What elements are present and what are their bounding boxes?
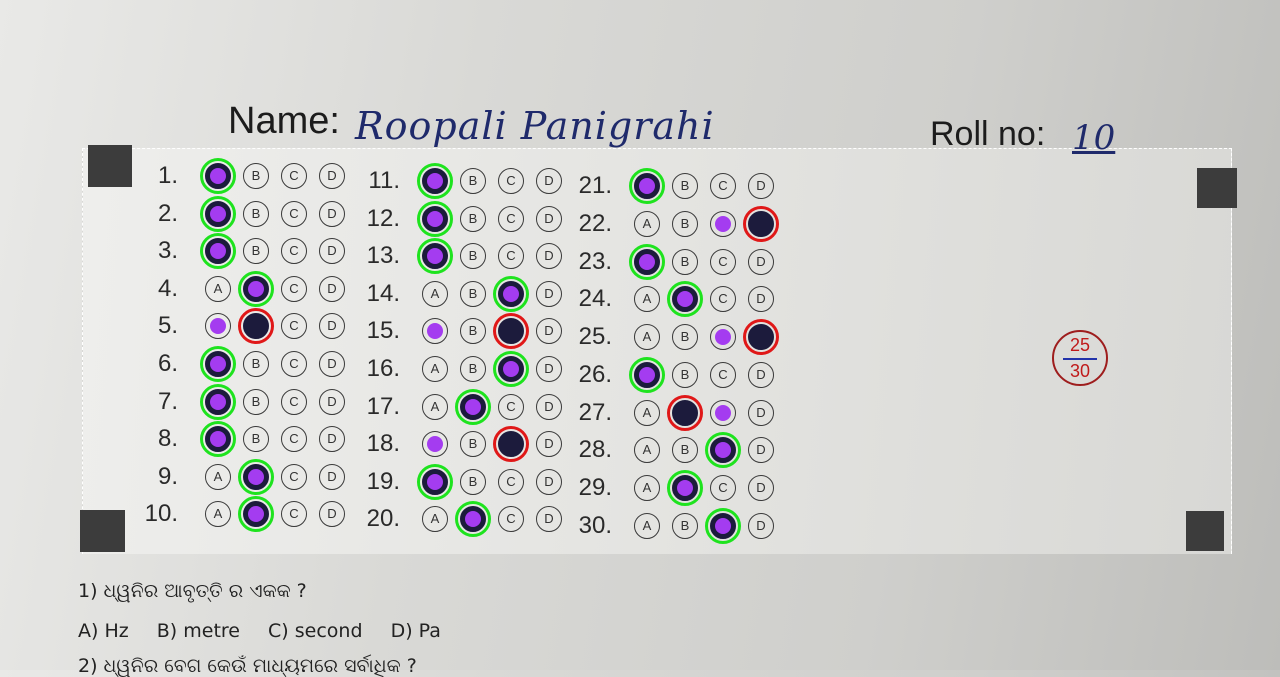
wrong-answer-ring bbox=[667, 395, 703, 431]
question-number: 2. bbox=[157, 199, 178, 227]
question-number: 11. bbox=[368, 167, 400, 194]
question-number: 16. bbox=[366, 355, 400, 382]
answer-bubble-d[interactable]: D bbox=[748, 513, 774, 539]
correct-answer-dot bbox=[639, 367, 655, 383]
question-number: 28. bbox=[578, 436, 612, 464]
answer-bubble-d[interactable]: D bbox=[536, 206, 562, 232]
answer-bubble-d[interactable]: D bbox=[536, 243, 562, 269]
question-number: 4. bbox=[157, 274, 178, 302]
answer-bubble-b[interactable]: B bbox=[243, 163, 269, 189]
question-number: 19. bbox=[366, 467, 400, 495]
answer-bubble-c[interactable]: C bbox=[710, 173, 736, 199]
answer-bubble-d[interactable]: D bbox=[748, 286, 774, 312]
answer-bubble-d[interactable]: D bbox=[536, 506, 562, 532]
answer-bubble-c[interactable]: C bbox=[281, 426, 307, 452]
score-badge bbox=[1052, 330, 1108, 386]
answer-bubble-b[interactable]: B bbox=[672, 324, 698, 350]
answer-bubble-c[interactable]: C bbox=[498, 206, 524, 232]
answer-bubble-b[interactable]: B bbox=[672, 437, 698, 463]
answer-bubble-b[interactable]: B bbox=[672, 173, 698, 199]
answer-bubble-b[interactable]: B bbox=[460, 206, 486, 232]
answer-bubble-a[interactable]: A bbox=[422, 281, 448, 307]
answer-bubble-c[interactable]: C bbox=[281, 276, 307, 302]
correct-answer-dot bbox=[715, 518, 731, 534]
answer-bubble-c[interactable]: C bbox=[710, 362, 736, 388]
correct-answer-dot bbox=[210, 394, 226, 410]
answer-bubble-c[interactable]: C bbox=[710, 286, 736, 312]
option-c: C) second bbox=[268, 620, 363, 642]
option-b: B) metre bbox=[156, 620, 240, 642]
score-fraction-bar bbox=[1063, 358, 1097, 360]
answer-bubble-b[interactable]: B bbox=[672, 211, 698, 237]
question-number: 13. bbox=[366, 242, 400, 270]
answer-bubble-d[interactable]: D bbox=[319, 201, 345, 227]
correct-answer-dot bbox=[248, 469, 264, 485]
answer-bubble-c[interactable]: C bbox=[281, 163, 307, 189]
answer-bubble-b[interactable]: B bbox=[460, 318, 486, 344]
answer-bubble-a[interactable]: A bbox=[634, 513, 660, 539]
question-number: 24. bbox=[578, 285, 612, 313]
answer-bubble-a[interactable]: A bbox=[634, 475, 660, 501]
answer-bubble-b[interactable]: B bbox=[672, 362, 698, 388]
correct-answer-dot bbox=[639, 178, 655, 194]
answer-bubble-c[interactable]: C bbox=[498, 394, 524, 420]
correct-answer-dot bbox=[248, 281, 264, 297]
answer-bubble-d[interactable]: D bbox=[536, 318, 562, 344]
answer-bubble-a[interactable]: A bbox=[634, 211, 660, 237]
answer-bubble-b[interactable]: B bbox=[243, 201, 269, 227]
answer-bubble-b[interactable]: B bbox=[460, 168, 486, 194]
correct-answer-dot bbox=[677, 480, 693, 496]
correct-answer-dot bbox=[503, 286, 519, 302]
answer-bubble-d[interactable]: D bbox=[748, 249, 774, 275]
question-text: 1) ଧ୍ୱନିର ଆବୃତ୍ତି ର ଏକକ ? bbox=[78, 580, 307, 602]
question-number: 20. bbox=[366, 505, 400, 533]
answer-bubble-d[interactable]: D bbox=[319, 389, 345, 415]
correct-answer-dot bbox=[427, 211, 443, 227]
answer-bubble-d[interactable]: D bbox=[748, 173, 774, 199]
answer-bubble-a[interactable]: A bbox=[205, 276, 231, 302]
correct-answer-dot bbox=[715, 329, 731, 345]
answer-bubble-b[interactable]: B bbox=[243, 238, 269, 264]
next-question-text: 2) ଧ୍ୱନିର ବେଗ କେଉଁ ମାଧ୍ୟମରେ ସର୍ବାଧିକ ? bbox=[78, 655, 417, 677]
question-number: 15. bbox=[366, 317, 400, 345]
question-number: 18. bbox=[366, 430, 400, 458]
answer-bubble-d[interactable]: D bbox=[536, 356, 562, 382]
answer-bubble-b[interactable]: B bbox=[672, 249, 698, 275]
answer-bubble-c[interactable]: C bbox=[281, 501, 307, 527]
answer-bubble-c[interactable]: C bbox=[281, 238, 307, 264]
corner-marker-bottom-left bbox=[80, 510, 125, 552]
answer-bubble-d[interactable]: D bbox=[319, 313, 345, 339]
answer-bubble-b[interactable]: B bbox=[460, 469, 486, 495]
question-number: 17. bbox=[366, 392, 400, 420]
answer-bubble-c[interactable]: C bbox=[281, 201, 307, 227]
answer-bubble-d[interactable]: D bbox=[319, 351, 345, 377]
answer-bubble-a[interactable]: A bbox=[634, 324, 660, 350]
question-number: 30. bbox=[578, 511, 612, 539]
answer-bubble-a[interactable]: A bbox=[205, 501, 231, 527]
corner-marker-bottom-right bbox=[1186, 511, 1224, 551]
score-total: 30 bbox=[1069, 361, 1091, 381]
answer-bubble-b[interactable]: B bbox=[460, 281, 486, 307]
question-number: 25. bbox=[578, 323, 612, 350]
answer-bubble-a[interactable]: A bbox=[634, 400, 660, 426]
question-number: 29. bbox=[578, 474, 612, 501]
answer-bubble-c[interactable]: C bbox=[281, 389, 307, 415]
corner-marker-top-right bbox=[1197, 168, 1237, 208]
option-a: A) Hz bbox=[78, 620, 129, 642]
question-number: 3. bbox=[157, 237, 178, 265]
answer-bubble-b[interactable]: B bbox=[460, 431, 486, 457]
answer-bubble-d[interactable]: D bbox=[536, 168, 562, 194]
correct-answer-dot bbox=[639, 254, 655, 270]
roll-number: 10 bbox=[1072, 118, 1116, 158]
answer-bubble-c[interactable]: C bbox=[498, 168, 524, 194]
correct-answer-dot bbox=[427, 173, 443, 189]
correct-answer-dot bbox=[210, 168, 226, 184]
option-d: D) Pa bbox=[390, 620, 441, 642]
student-name: Roopali Panigrahi bbox=[355, 104, 715, 148]
answer-bubble-b[interactable]: B bbox=[460, 243, 486, 269]
answer-bubble-d[interactable]: D bbox=[748, 437, 774, 463]
answer-bubble-d[interactable]: D bbox=[319, 501, 345, 527]
answer-bubble-b[interactable]: B bbox=[243, 426, 269, 452]
roll-label: Roll no: bbox=[930, 115, 1046, 153]
correct-answer-dot bbox=[503, 361, 519, 377]
answer-bubble-d[interactable]: D bbox=[748, 475, 774, 501]
correct-answer-dot bbox=[210, 206, 226, 222]
wrong-answer-ring bbox=[743, 206, 779, 242]
question-number: 21. bbox=[578, 172, 612, 199]
correct-answer-dot bbox=[465, 399, 481, 415]
answer-bubble-c[interactable]: C bbox=[498, 469, 524, 495]
question-options bbox=[78, 620, 463, 642]
answer-bubble-a[interactable]: A bbox=[422, 394, 448, 420]
answer-bubble-c[interactable]: C bbox=[498, 243, 524, 269]
question-number: 23. bbox=[578, 247, 612, 275]
answer-bubble-c[interactable]: C bbox=[281, 351, 307, 377]
answer-bubble-b[interactable]: B bbox=[460, 356, 486, 382]
answer-bubble-c[interactable]: C bbox=[498, 506, 524, 532]
question-number: 8. bbox=[157, 425, 178, 453]
question-number: 9. bbox=[157, 462, 178, 490]
correct-answer-dot bbox=[715, 216, 731, 232]
answer-bubble-d[interactable]: D bbox=[536, 431, 562, 457]
answer-bubble-b[interactable]: B bbox=[243, 389, 269, 415]
question-number: 6. bbox=[157, 350, 178, 377]
answer-bubble-c[interactable]: C bbox=[710, 249, 736, 275]
answer-bubble-d[interactable]: D bbox=[319, 238, 345, 264]
answer-bubble-d[interactable]: D bbox=[748, 400, 774, 426]
question-number: 22. bbox=[578, 209, 612, 237]
question-number: 7. bbox=[157, 387, 178, 415]
answer-bubble-d[interactable]: D bbox=[319, 276, 345, 302]
answer-bubble-d[interactable]: D bbox=[319, 426, 345, 452]
correct-answer-dot bbox=[427, 474, 443, 490]
answer-bubble-a[interactable]: A bbox=[205, 464, 231, 490]
answer-bubble-b[interactable]: B bbox=[243, 351, 269, 377]
answer-bubble-d[interactable]: D bbox=[319, 163, 345, 189]
question-number: 5. bbox=[157, 312, 178, 340]
answer-bubble-b[interactable]: B bbox=[672, 513, 698, 539]
answer-bubble-a[interactable]: A bbox=[634, 437, 660, 463]
question-number: 1. bbox=[157, 162, 178, 189]
question-number: 26. bbox=[578, 360, 612, 388]
answer-bubble-d[interactable]: D bbox=[536, 394, 562, 420]
wrong-answer-ring bbox=[493, 426, 529, 462]
wrong-answer-ring bbox=[743, 319, 779, 355]
correct-answer-dot bbox=[210, 356, 226, 372]
question-number: 12. bbox=[366, 204, 400, 232]
answer-bubble-a[interactable]: A bbox=[422, 356, 448, 382]
answer-bubble-d[interactable]: D bbox=[319, 464, 345, 490]
answer-bubble-d[interactable]: D bbox=[536, 469, 562, 495]
answer-bubble-d[interactable]: D bbox=[536, 281, 562, 307]
correct-answer-dot bbox=[715, 405, 731, 421]
answer-bubble-a[interactable]: A bbox=[422, 506, 448, 532]
answer-bubble-a[interactable]: A bbox=[634, 286, 660, 312]
answer-bubble-c[interactable]: C bbox=[281, 313, 307, 339]
question-number: 14. bbox=[366, 279, 400, 307]
question-number: 10. bbox=[144, 500, 178, 528]
answer-bubble-d[interactable]: D bbox=[748, 362, 774, 388]
answer-bubble-c[interactable]: C bbox=[710, 475, 736, 501]
question-number: 27. bbox=[578, 398, 612, 426]
answer-bubble-c[interactable]: C bbox=[281, 464, 307, 490]
score-obtained: 25 bbox=[1069, 335, 1091, 355]
name-label: Name: bbox=[228, 100, 340, 142]
